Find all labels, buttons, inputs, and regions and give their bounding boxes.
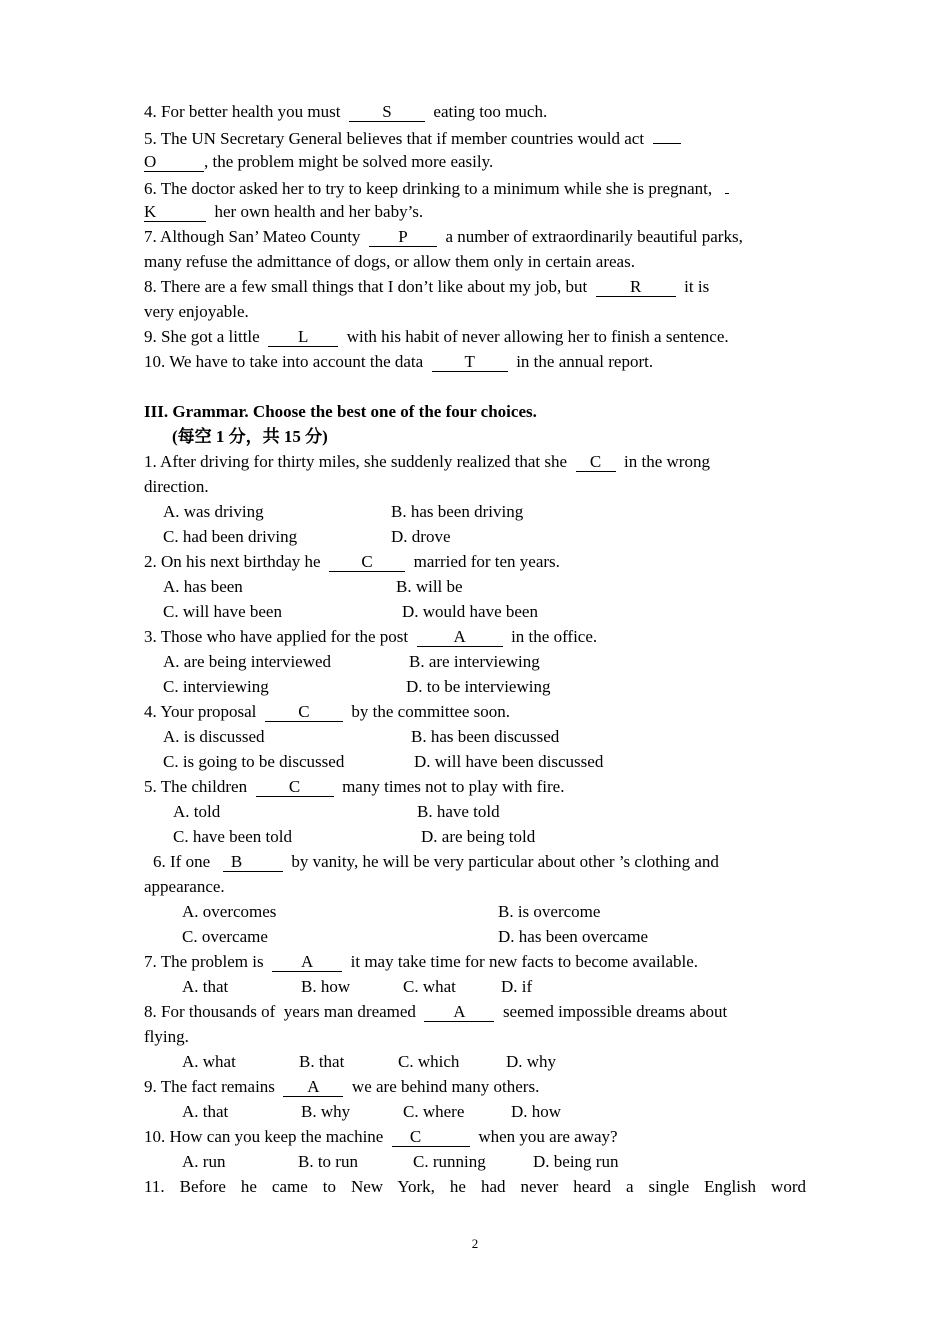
vocab-q8 [144, 274, 709, 299]
option-b: B. to run [298, 1152, 358, 1171]
question-text: it is [684, 277, 710, 296]
section-heading [144, 399, 537, 424]
option-b: B. has been discussed [411, 727, 560, 746]
question-text: 10. We have to take into account the data [144, 352, 424, 371]
option-c: C. is going to be discussed [163, 752, 345, 771]
score-note: (每空 1 分，共 15 分) [172, 427, 328, 446]
option-d: D. drove [391, 527, 451, 546]
question-text: 11. Before he came to New York, he had never heard a single English word [144, 1177, 806, 1196]
grammar-q1 [144, 449, 710, 474]
question-text: 7. Although San’ Mateo County [144, 227, 361, 246]
question-text: 2. On his next birthday he [144, 552, 321, 571]
answer-blank: L [268, 327, 338, 347]
option-d: D. if [501, 977, 533, 996]
grammar-q1-cont [144, 474, 209, 499]
option-b: B. is overcome [498, 902, 601, 921]
page-number: 2 [471, 1236, 479, 1251]
option-c: C. have been told [173, 827, 292, 846]
question-text: seemed impossible dreams about [502, 1002, 728, 1021]
question-text: when you are away? [478, 1127, 618, 1146]
option-b: B. will be [396, 577, 463, 596]
answer-blank: O [144, 152, 204, 172]
grammar-q8 [144, 999, 727, 1024]
answer-blank: A [417, 627, 503, 647]
option-c: C. where [403, 1102, 465, 1121]
option-c: C. which [398, 1052, 460, 1071]
answer-letter: C [409, 1127, 422, 1146]
answer-blank: C [265, 702, 343, 722]
option-d: D. to be interviewing [406, 677, 551, 696]
question-text: 6. If one [153, 852, 211, 871]
answer-blank: T [432, 352, 508, 372]
option-a: A. overcomes [182, 902, 277, 921]
option-a: A. that [182, 977, 229, 996]
grammar-q5 [144, 774, 564, 799]
answer-blank: A [424, 1002, 494, 1022]
answer-blank: C [576, 452, 616, 472]
vocab-q6 [144, 174, 729, 199]
empty-blank [725, 174, 729, 194]
option-a: A. told [173, 802, 221, 821]
answer-blank: K [144, 202, 206, 222]
question-text: 9. She got a little [144, 327, 260, 346]
option-c: C. had been driving [163, 527, 298, 546]
grammar-q6 [153, 849, 719, 874]
vocab-q10 [144, 349, 653, 374]
answer-blank: R [596, 277, 676, 297]
question-text: 10. How can you keep the machine [144, 1127, 384, 1146]
question-text: by the committee soon. [351, 702, 511, 721]
option-c: C. will have been [163, 602, 282, 621]
option-a: A. what [182, 1052, 236, 1071]
option-b: B. why [301, 1102, 351, 1121]
question-text: many times not to play with fire. [342, 777, 565, 796]
question-text: 4. Your proposal [144, 702, 257, 721]
vocab-q7-cont [144, 249, 635, 274]
grammar-q4 [144, 699, 510, 724]
grammar-q9 [144, 1074, 539, 1099]
answer-blank: A [283, 1077, 343, 1097]
question-text: 9. The fact remains [144, 1077, 275, 1096]
vocab-q7 [144, 224, 743, 249]
question-text: 7. The problem is [144, 952, 264, 971]
answer-blank [392, 1127, 470, 1147]
question-text: we are behind many others. [351, 1077, 540, 1096]
option-d: D. has been overcame [498, 927, 649, 946]
question-text: 4. For better health you must [144, 102, 341, 121]
section-title: III. Grammar. Choose the best one of the four choices. [144, 402, 537, 421]
question-text: 8. For thousands of years man dreamed [144, 1002, 416, 1021]
option-a: A. is discussed [163, 727, 265, 746]
grammar-q11 [144, 1174, 806, 1199]
question-text: her own health and her baby’s. [214, 202, 424, 221]
question-text: in the wrong [624, 452, 710, 471]
question-text: very enjoyable. [144, 302, 249, 321]
grammar-q7 [144, 949, 698, 974]
option-d: D. being run [533, 1152, 619, 1171]
vocab-q9 [144, 324, 729, 349]
option-d: D. will have been discussed [414, 752, 604, 771]
option-c: C. what [403, 977, 456, 996]
question-text: eating too much. [433, 102, 548, 121]
option-a: A. has been [163, 577, 243, 596]
grammar-q2 [144, 549, 560, 574]
option-a: A. run [182, 1152, 226, 1171]
question-text: direction. [144, 477, 209, 496]
question-text: a number of extraordinarily beautiful parks, [445, 227, 743, 246]
vocab-q6-cont [144, 199, 423, 224]
question-text: appearance. [144, 877, 225, 896]
option-b: B. have told [417, 802, 500, 821]
question-text: many refuse the admittance of dogs, or allow them only in certain areas. [144, 252, 635, 271]
option-c: C. overcame [182, 927, 268, 946]
question-text: it may take time for new facts to become available. [350, 952, 699, 971]
question-text: in the annual report. [516, 352, 654, 371]
question-text: 6. The doctor asked her to try to keep drinking to a minimum while she is pregnant, [144, 179, 713, 198]
question-text: 1. After driving for thirty miles, she suddenly realized that she [144, 452, 568, 471]
option-a: A. are being interviewed [163, 652, 332, 671]
vocab-q5 [144, 124, 681, 149]
grammar-q8-cont [144, 1024, 189, 1049]
vocab-q4 [144, 99, 547, 124]
option-c: C. running [413, 1152, 486, 1171]
option-d: D. are being told [421, 827, 536, 846]
question-text: , the problem might be solved more easily. [204, 152, 494, 171]
question-text: flying. [144, 1027, 189, 1046]
option-b: B. are interviewing [409, 652, 540, 671]
question-text: 5. The UN Secretary General believes that if member countries would act [144, 129, 645, 148]
option-b: B. has been driving [391, 502, 524, 521]
answer-blank [223, 852, 283, 872]
answer-blank: A [272, 952, 342, 972]
answer-blank: P [369, 227, 437, 247]
vocab-q8-cont [144, 299, 249, 324]
option-b: B. that [299, 1052, 345, 1071]
empty-blank [653, 124, 681, 144]
option-c: C. interviewing [163, 677, 269, 696]
grammar-q6-cont [144, 874, 225, 899]
option-a: A. was driving [163, 502, 264, 521]
vocab-q5-cont [144, 149, 493, 174]
grammar-q10 [144, 1124, 618, 1149]
question-text: 3. Those who have applied for the post [144, 627, 409, 646]
question-text: married for ten years. [413, 552, 560, 571]
question-text: 8. There are a few small things that I don’t like about my job, but [144, 277, 588, 296]
option-d: D. why [506, 1052, 557, 1071]
grammar-q3 [144, 624, 597, 649]
option-b: B. how [301, 977, 351, 996]
question-text: 5. The children [144, 777, 248, 796]
answer-blank: C [256, 777, 334, 797]
option-d: D. would have been [402, 602, 538, 621]
question-text: in the office. [511, 627, 598, 646]
question-text: by vanity, he will be very particular about other ’s clothing and [291, 852, 719, 871]
answer-blank: C [329, 552, 405, 572]
answer-blank: S [349, 102, 425, 122]
option-a: A. that [182, 1102, 229, 1121]
answer-letter: B [230, 852, 243, 871]
option-d: D. how [511, 1102, 562, 1121]
section-score [172, 424, 328, 449]
question-text: with his habit of never allowing her to finish a sentence. [346, 327, 729, 346]
